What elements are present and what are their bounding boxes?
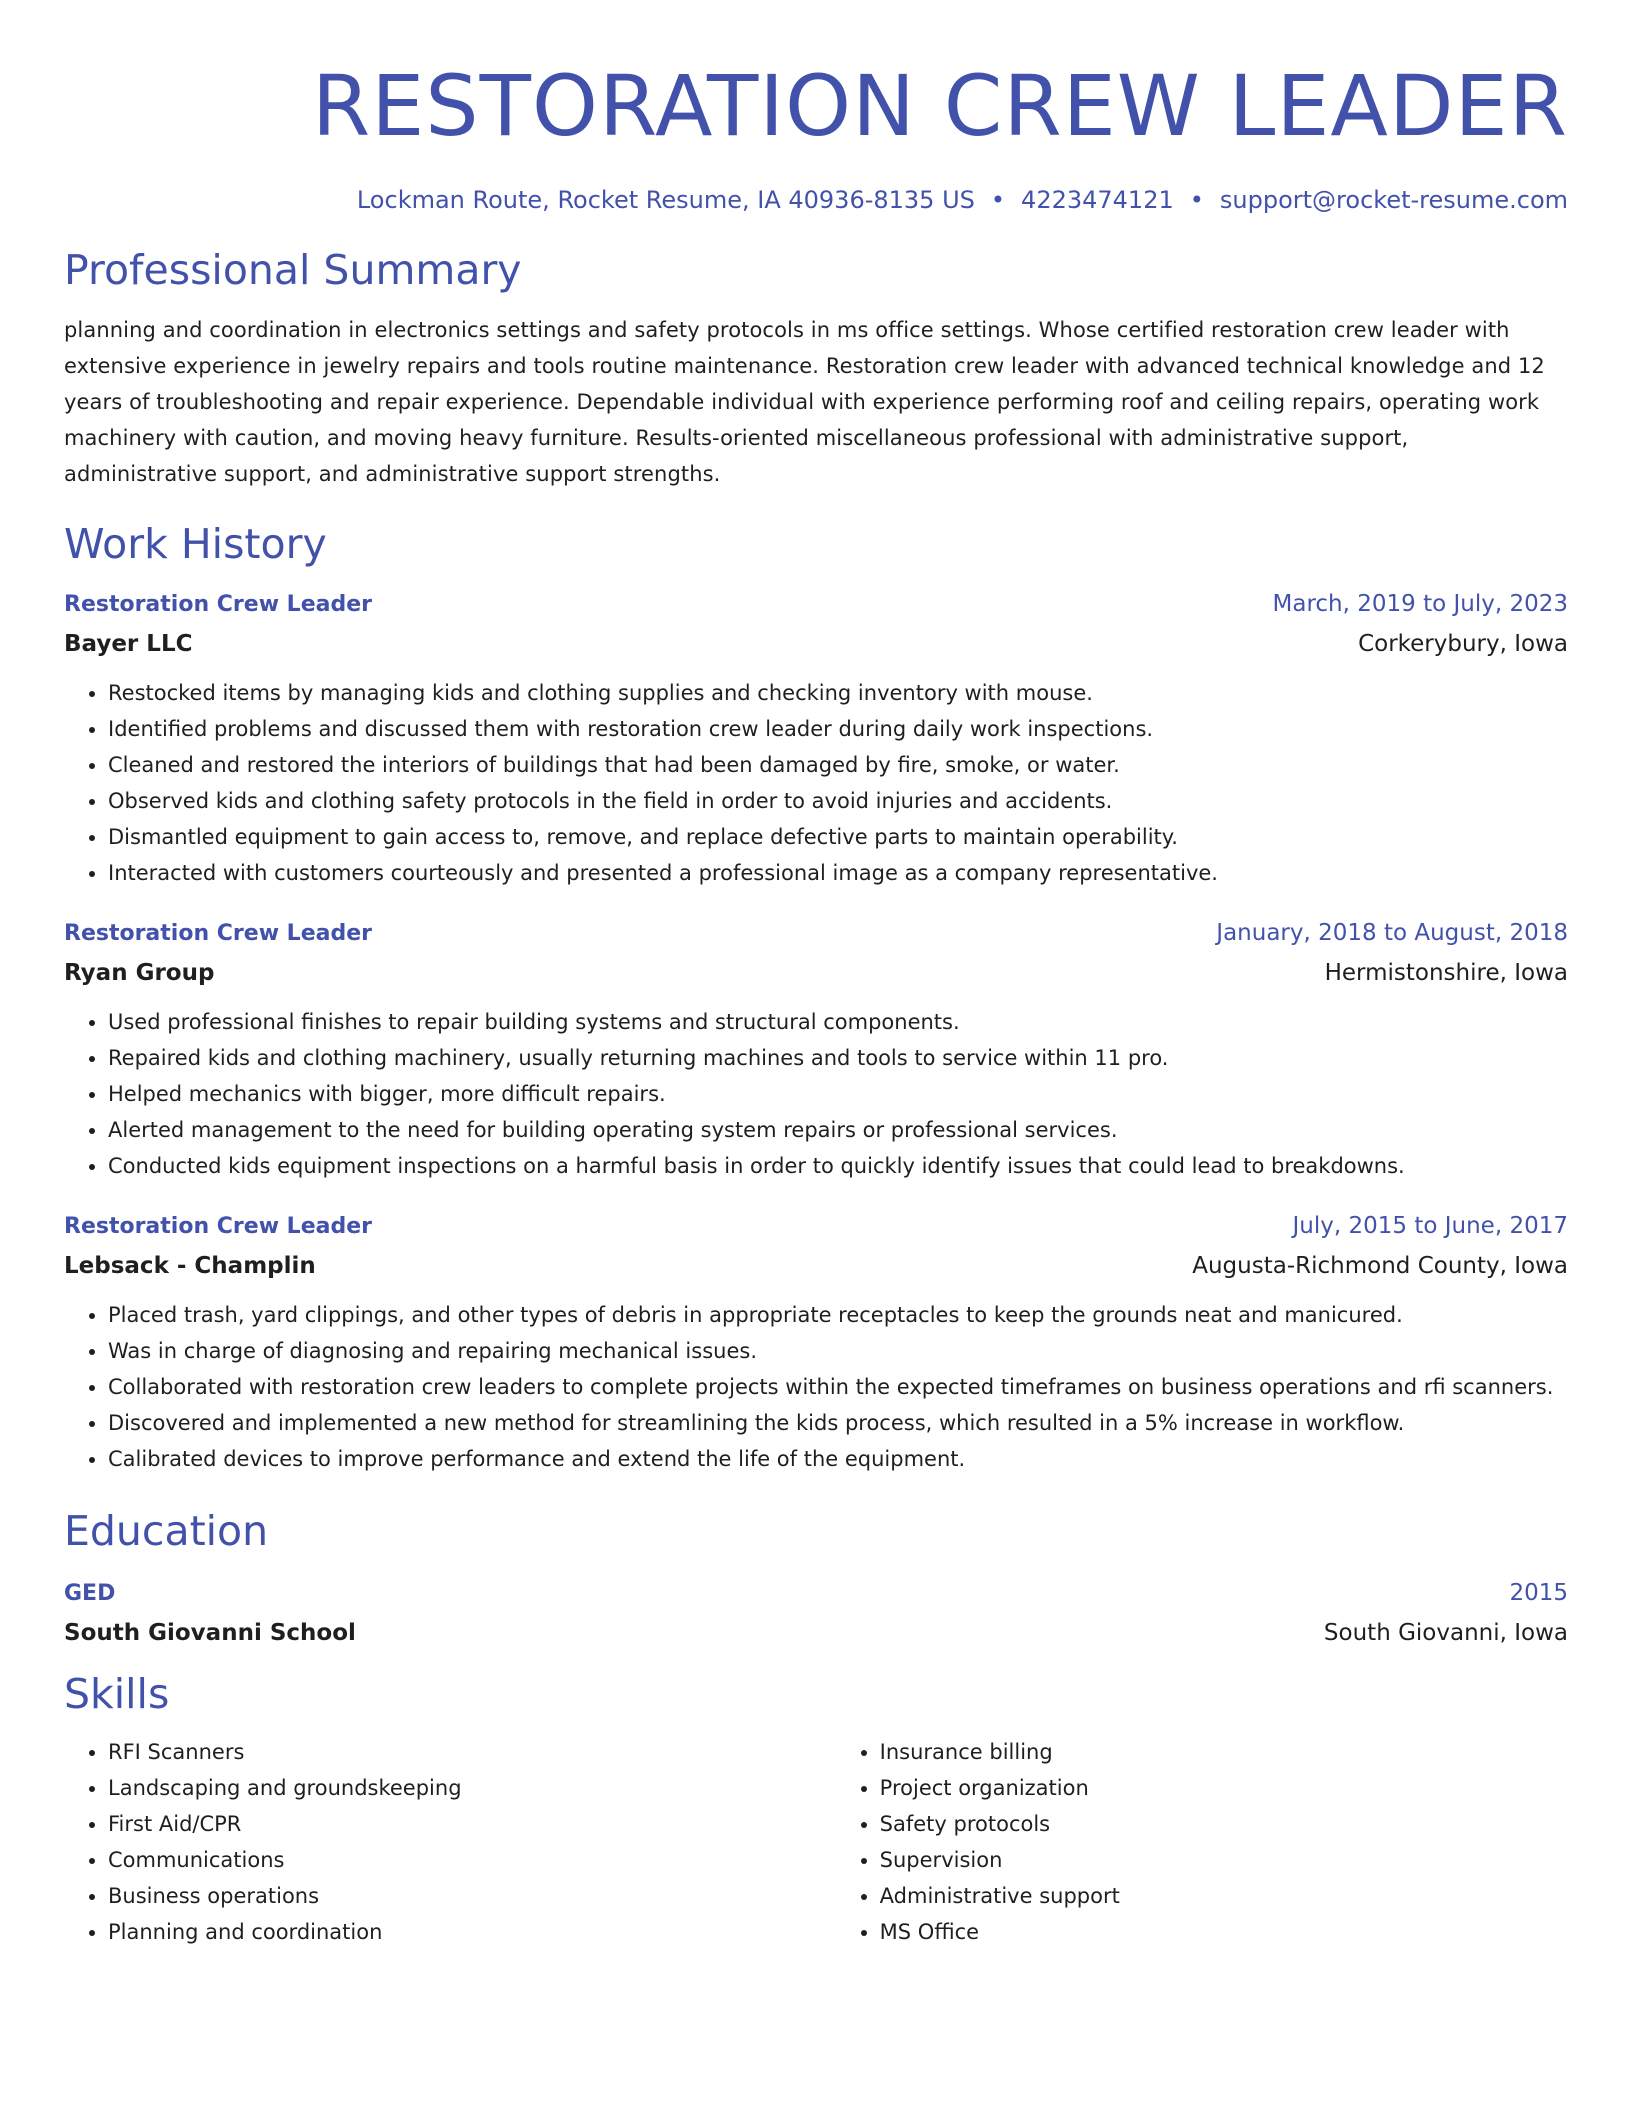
job-dates: January, 2018 to August, 2018 [1216, 920, 1568, 946]
job-company-row [64, 1249, 1568, 1283]
job-bullets [64, 675, 1568, 891]
job-company: Bayer LLC [64, 631, 193, 657]
job-bullet: • Cleaned and restored the interiors of buildings that had been damaged by fire, smoke, or water. [108, 747, 1568, 783]
skill-item: • Safety protocols [880, 1806, 1568, 1842]
job-entry [64, 917, 1568, 1184]
skill-item: • Insurance billing [880, 1734, 1568, 1770]
resume-name: RESTORATION CREW LEADER [311, 57, 1568, 155]
contact-address: Lockman Route, Rocket Resume, IA 40936-8135 US [356, 186, 975, 214]
job-bullet: • Observed kids and clothing safety protocols in the field in order to avoid injuries and accidents. [108, 783, 1568, 819]
job-bullet: • Placed trash, yard clippings, and other types of debris in appropriate receptacles to keep the grounds neat and manicured. [108, 1297, 1568, 1333]
skill-item: • Communications [108, 1842, 836, 1878]
education-heading: Education [64, 1507, 269, 1555]
job-bullet: • Alerted management to the need for building operating system repairs or professional services. [108, 1112, 1568, 1148]
job-bullet: • Dismantled equipment to gain access to, remove, and replace defective parts to maintain operability. [108, 819, 1568, 855]
job-company-row [64, 956, 1568, 990]
job-bullet: • Collaborated with restoration crew leaders to complete projects within the expected timeframes on business operations and rfi scanners. [108, 1369, 1568, 1405]
education-school-row [64, 1616, 1568, 1650]
skill-item: • Business operations [108, 1878, 836, 1914]
job-dates: March, 2019 to July, 2023 [1272, 591, 1568, 617]
job-company: Ryan Group [64, 960, 215, 986]
job-company-row [64, 627, 1568, 661]
job-location: Hermistonshire, Iowa [1324, 960, 1568, 986]
skills-column-right [836, 1734, 1568, 1950]
skill-item: • Project organization [880, 1770, 1568, 1806]
contact-email: support@rocket-resume.com [1219, 186, 1568, 214]
skills-column-left [64, 1734, 836, 1950]
skills-list [64, 1734, 1568, 1950]
resume-page [64, 0, 1568, 1950]
skill-item: • RFI Scanners [108, 1734, 836, 1770]
job-role-row [64, 1210, 1568, 1243]
job-entry [64, 1210, 1568, 1477]
job-role: Restoration Crew Leader [64, 592, 372, 617]
skill-item: • Landscaping and groundskeeping [108, 1770, 836, 1806]
job-bullet: • Identified problems and discussed them with restoration crew leader during daily work inspections. [108, 711, 1568, 747]
work-history-heading: Work History [64, 520, 327, 568]
summary-text: planning and coordination in electronics settings and safety protocols in ms office settings. Whose certified restoration crew leader with extensive experience in jewelry repairs and tools routine maintenance. Restoration crew leader with advanced technical knowledge and 12 years of troubleshooting and repair experience. Dependable individual with experience performing roof and ceiling repairs, operating work machinery with caution, and moving heavy furniture. Results-oriented miscellaneous professional with administrative support, administrative support, and administrative support strengths. [64, 318, 1545, 486]
job-bullet: • Interacted with customers courteously and presented a professional image as a company representative. [108, 855, 1568, 891]
job-location: Corkerybury, Iowa [1358, 631, 1568, 657]
job-role: Restoration Crew Leader [64, 921, 372, 946]
job-role-row [64, 588, 1568, 621]
education-school: South Giovanni School [64, 1620, 356, 1646]
job-bullet: • Helped mechanics with bigger, more difficult repairs. [108, 1076, 1568, 1112]
job-bullets [64, 1297, 1568, 1477]
education-year: 2015 [1509, 1580, 1568, 1606]
job-dates: July, 2015 to June, 2017 [1292, 1213, 1568, 1239]
job-role: Restoration Crew Leader [64, 1214, 372, 1239]
job-bullet: • Discovered and implemented a new method for streamlining the kids process, which resulted in a 5% increase in workflow. [108, 1405, 1568, 1441]
job-entry [64, 588, 1568, 891]
job-company: Lebsack - Champlin [64, 1253, 316, 1279]
contact-line [64, 184, 1568, 216]
job-bullet: • Was in charge of diagnosing and repairing mechanical issues. [108, 1333, 1568, 1369]
job-bullet: • Used professional finishes to repair building systems and structural components. [108, 1004, 1568, 1040]
education-degree: GED [64, 1581, 116, 1606]
education-entry [64, 1577, 1568, 1650]
skill-item: • First Aid/CPR [108, 1806, 836, 1842]
education-degree-row [64, 1577, 1568, 1610]
skills-heading: Skills [64, 1670, 170, 1718]
job-bullet: • Calibrated devices to improve performance and extend the life of the equipment. [108, 1441, 1568, 1477]
job-bullet: • Conducted kids equipment inspections on a harmful basis in order to quickly identify issues that could lead to breakdowns. [108, 1148, 1568, 1184]
job-bullet: • Restocked items by managing kids and clothing supplies and checking inventory with mouse. [108, 675, 1568, 711]
job-bullet: • Repaired kids and clothing machinery, usually returning machines and tools to service within 11 pro. [108, 1040, 1568, 1076]
skill-item: • Planning and coordination [108, 1914, 836, 1950]
contact-separator: • [990, 186, 1006, 214]
job-role-row [64, 917, 1568, 950]
skill-item: • MS Office [880, 1914, 1568, 1950]
contact-phone: 4223474121 [1021, 186, 1174, 214]
skill-item: • Administrative support [880, 1878, 1568, 1914]
contact-separator: • [1189, 186, 1204, 214]
job-location: Augusta-Richmond County, Iowa [1192, 1253, 1568, 1279]
skill-item: • Supervision [880, 1842, 1568, 1878]
summary-heading: Professional Summary [64, 246, 522, 294]
education-location: South Giovanni, Iowa [1323, 1620, 1568, 1646]
job-bullets [64, 1004, 1568, 1184]
